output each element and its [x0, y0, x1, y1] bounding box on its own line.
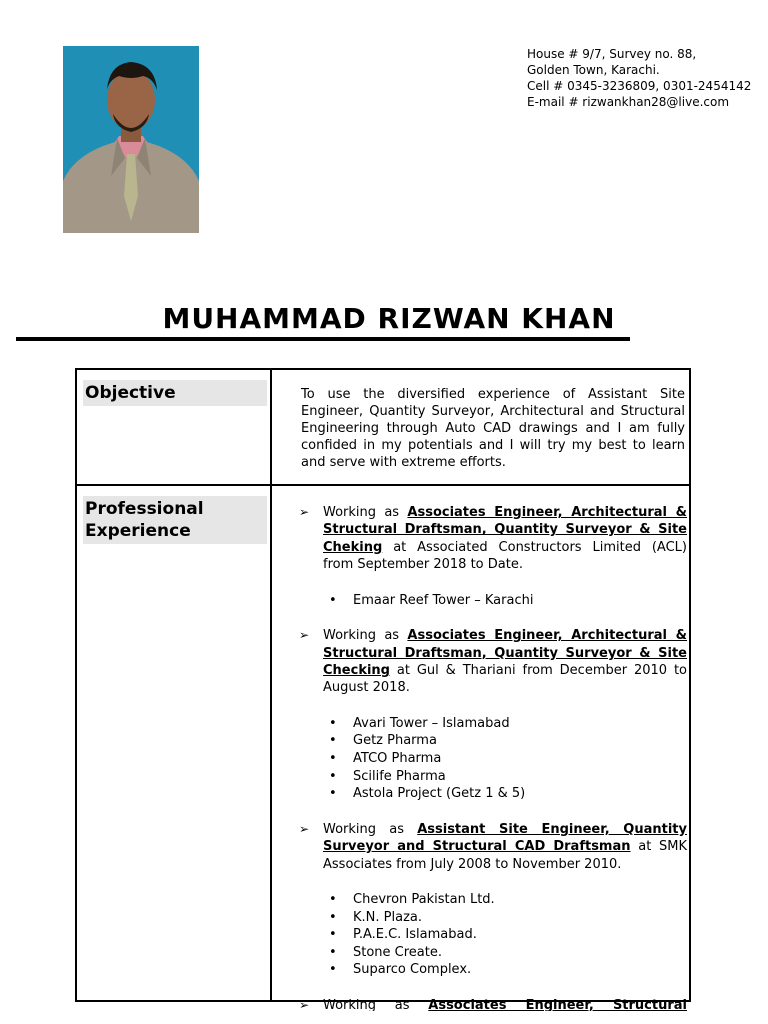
project-name: Avari Tower – Islamabad — [353, 715, 510, 731]
address-line: Golden Town, Karachi. — [527, 63, 660, 77]
contact-details — [527, 46, 751, 110]
bullet-dot-icon: • — [329, 962, 337, 978]
project-name: Suparco Complex. — [353, 962, 472, 978]
job-prefix: Working as — [323, 821, 418, 837]
job-details: at Gul & Thariani from December 2010 to August 2018. — [323, 663, 687, 696]
arrow-bullet-icon: ➢ — [299, 998, 310, 1011]
project-name: Stone Create. — [353, 944, 443, 960]
project-list — [299, 715, 687, 803]
objective-heading: Objective — [83, 380, 267, 406]
project-name: P.A.E.C. Islamabad. — [353, 927, 477, 943]
arrow-bullet-icon: ➢ — [299, 821, 310, 836]
experience-list — [299, 504, 687, 1011]
bullet-dot-icon: • — [329, 927, 337, 943]
bullet-dot-icon: • — [329, 751, 337, 767]
bullet-dot-icon: • — [329, 944, 337, 960]
arrow-bullet-icon: ➢ — [299, 628, 310, 643]
phone-numbers: Cell # 0345-3236809, 0301-2454142 — [527, 79, 752, 93]
bullet-dot-icon: • — [329, 892, 337, 908]
job-role: Associates Engineer, Architectural & Structural Draftsman, Quantity Surveyor & Site Cheking — [323, 505, 688, 555]
experience-heading-line: Professional — [85, 499, 204, 519]
bullet-dot-icon: • — [329, 733, 337, 749]
project-item — [329, 715, 687, 733]
bullet-dot-icon: • — [329, 592, 337, 608]
job-entry — [299, 997, 687, 1011]
arrow-bullet-icon: ➢ — [299, 505, 310, 519]
job-entry — [299, 504, 687, 574]
job-role: Associates Engineer, Structural — [428, 998, 687, 1011]
job-details: at Associated Constructors Limited (ACL) from September 2018 to Date. — [323, 539, 687, 573]
address-line: House # 9/7, Survey no. 88, — [527, 47, 697, 61]
project-item — [329, 750, 687, 768]
project-name: Getz Pharma — [353, 733, 437, 749]
project-item — [329, 909, 687, 927]
project-item — [329, 926, 687, 944]
project-name: Scilife Pharma — [353, 768, 446, 784]
job-entry — [299, 821, 687, 873]
resume-table — [75, 368, 691, 1011]
portrait-image — [63, 46, 199, 233]
project-name: ATCO Pharma — [353, 751, 442, 767]
row-divider — [77, 484, 689, 486]
job-entry — [299, 627, 687, 697]
name-underline — [16, 337, 630, 341]
project-name: Chevron Pakistan Ltd. — [353, 892, 495, 908]
bullet-dot-icon: • — [329, 768, 337, 784]
job-role: Assistant Site Engineer, Quantity Surveyor and Structural CAD Draftsman — [323, 821, 687, 855]
project-item — [329, 891, 687, 909]
job-prefix: Working as — [323, 505, 408, 520]
objective-text: To use the diversified experience of Assistant Site Engineer, Quantity Surveyor, Architectural and Structural Engineering through Auto CAD drawings and I am fully confided in my potentials and I will try my best to learn and serve with extreme efforts. — [301, 387, 685, 470]
project-name: Emaar Reef Tower – Karachi — [353, 592, 534, 608]
profile-photo — [63, 46, 199, 233]
job-prefix: Working as — [323, 628, 408, 644]
experience-heading-line: Experience — [85, 521, 191, 541]
bullet-dot-icon: • — [329, 715, 337, 731]
project-item — [329, 768, 687, 786]
project-name: Astola Project (Getz 1 & 5) — [353, 786, 526, 802]
project-item — [329, 732, 687, 750]
job-details: at SMK Associates from July 2008 to November 2010. — [323, 839, 687, 872]
email-address: E-mail # rizwankhan28@live.com — [527, 95, 730, 109]
job-prefix: Working as — [323, 998, 429, 1011]
column-divider — [270, 370, 272, 1000]
project-item — [329, 785, 687, 803]
job-entry-truncated — [299, 997, 687, 1011]
candidate-name: MUHAMMAD RIZWAN KHAN — [162, 302, 616, 335]
job-role: Associates Engineer, Architectural & Structural Draftsman, Quantity Surveyor & Site Checking — [323, 628, 688, 679]
project-item — [329, 592, 687, 610]
experience-heading — [83, 496, 267, 544]
bullet-dot-icon: • — [329, 786, 337, 802]
project-name: K.N. Plaza. — [353, 909, 422, 925]
project-item — [329, 961, 687, 979]
project-list — [299, 592, 687, 610]
project-list — [299, 891, 687, 979]
project-item — [329, 944, 687, 962]
bullet-dot-icon: • — [329, 909, 337, 925]
